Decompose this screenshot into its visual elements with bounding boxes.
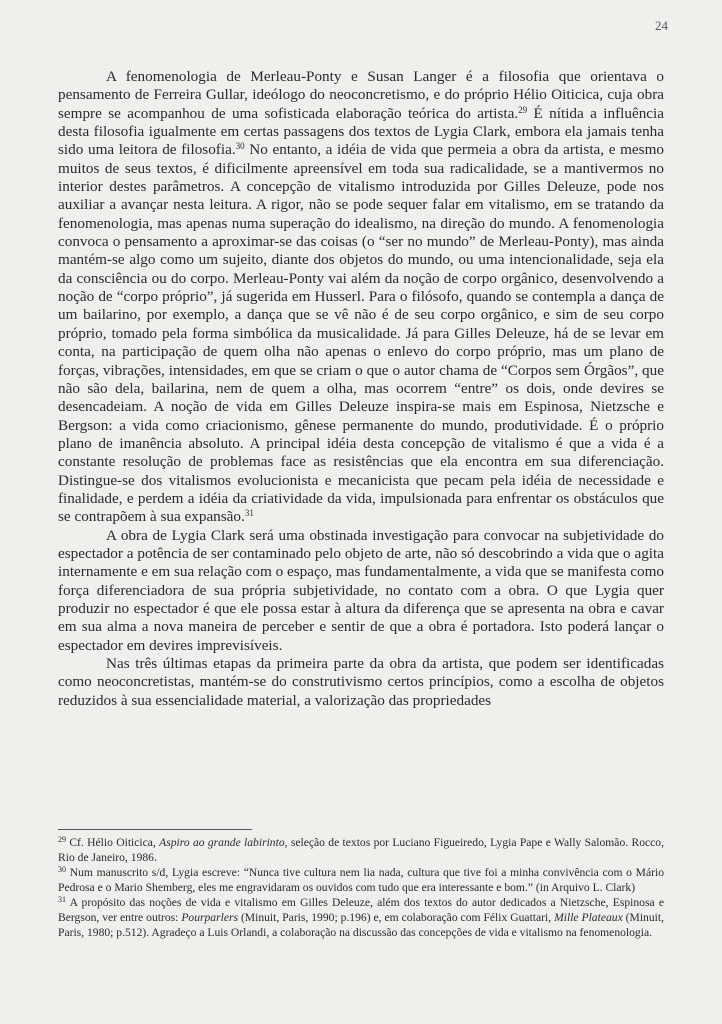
footnote-text: Num manuscrito s/d, Lygia escreve: “Nunca tive cultura nem lia nada, cultura que tive foi a minha convivência com o Mário Pedrosa e o Mario Shemberg, eles me engravidaram os ouvidos com tudo que era interessante e bom.” (in Arquivo L. Clark) — [58, 866, 664, 894]
footnote-number: 31 — [58, 895, 66, 905]
footnote-title: Mille Plateaux — [554, 910, 623, 924]
footnote-text: Cf. Hélio Oiticica, — [66, 836, 160, 849]
footnote-ref: 31 — [244, 508, 254, 519]
paragraph-text: Nas três últimas etapas da primeira parte da obra da artista, que podem ser identificadas como neoconcretistas, mantém-se do construtivismo certos princípios, como a escolha de objetos reduzidos à sua essencialidade material, a valorização das propriedades — [58, 655, 664, 709]
footnotes — [58, 836, 664, 940]
footnote-text: (Minuit, Paris, 1990; p.196) e, em colaboração com Félix Guattari, — [238, 910, 555, 924]
paragraph-text: A obra de Lygia Clark será uma obstinada investigação para convocar na subjetividade do espectador a potência de ser contaminado pelo objeto de arte, não só descobrindo a vida que o agita internamente e em sua relação com o espaço, mas fundamentalmente, a vida que se manifesta como força diferenciadora de sua própria subjetividade, no contato com a obra. O que Lygia quer produzir no espectador é que ele possa estar à altura da diferença que se apresenta na obra e cavar em sua alma a nova maneira de perceber e sentir de que a obra é portadora. Isto poderá lançar o espectador em devires imprevisíveis. — [58, 526, 664, 654]
footnote-text: A propósito das noções de vida e vitalismo em Gilles Deleuze, além dos textos do autor dedicados a Nietzsche, Espinosa e Bergson, ver entre outros: — [58, 896, 664, 924]
footnote-title: Aspiro ao grande labirinto — [159, 836, 285, 849]
paragraph-text: A fenomenologia de Merleau-Ponty e Susan Langer é a filosofia que orientava o pensamento de Ferreira Gullar, ideólogo do neoconcretismo, e do próprio Hélio Oiticica, cuja obra sempre se acompanhou de uma sofisticada elaboração teórica do artista. — [58, 68, 664, 122]
footnote — [58, 896, 664, 940]
footnote — [58, 866, 664, 895]
paragraph — [58, 68, 664, 527]
footnote-number: 30 — [58, 865, 66, 875]
footnote-ref: 30 — [235, 141, 245, 152]
paragraph — [58, 655, 664, 710]
footnote-text: (Minuit, Paris, 1980; p.512). Agradeço a Luis Orlandi, a colaboração na discussão das concepções de vida e vitalismo na fenomenologia. — [58, 910, 664, 939]
body-text — [58, 68, 664, 710]
paragraph-text: No entanto, a idéia de vida que permeia a obra da artista, e mesmo muitos de seus textos, é dificilmente apreensível em toda sua radicalidade, se a mantivermos no interior destes parâmetros. A concepção de vitalismo introduzida por Gilles Deleuze, pode nos auxiliar a avançar nesta leitura. A rigor, não se pode sequer falar em vitalismo, em se tratando da fenomenologia, mas apenas numa superação do idealismo, na direção do mundo. A fenomenologia convoca o pensamento a aproximar-se das coisas (o “ser no mundo” de Merleau-Ponty), mas ainda mantém-se algo como um sujeito, diante dos objetos do mundo, ou uma intencionalidade, seja ela da consciência ou do corpo. Merleau-Ponty vai além da noção de corpo orgânico, desenvolvendo a noção de “corpo próprio”, já sugerida em Husserl. Para o filósofo, quando se contempla a dança de um bailarino, por exemplo, a dança que se vê não é de seu corpo orgânico, e sim de seu corpo próprio, tomado pela forma simbólica da musicalidade. Já para Gilles Deleuze, há de se levar em conta, na participação de quem olha não apenas o enlevo do corpo próprio, mas um plano de forças, vibrações, intensidades, em que se criam o que o autor chama de “Corpos sem Órgãos”, que não são dela, bailarina, nem de quem a olha, mas ocorrem “entre” os dois, onde devires se desencadeiam. A noção de vida em Gilles Deleuze inspira-se mais em Espinosa, Nietzsche e Bergson: a vida como criacionismo, gênese permanente do mundo, produtividade. É o próprio plano de imanência absoluto. A principal idéia desta concepção de vitalismo é que a vida é a constante resolução de problemas face as resistências que ela encontra em sua diferenciação. Distingue-se dos vitalismos evolucionista e mecanicista que pecam pela idéia de necessidade e finalidade, e perdem a idéia da criatividade da vida, impulsionada para enfrentar os obstáculos que se contrapõem à sua expansão. — [58, 141, 664, 526]
footnote-text: , seleção de textos por Luciano Figueiredo, Lygia Pape e Wally Salomão. Rocco, Rio de Janeiro, 1986. — [58, 836, 664, 864]
footnote-ref: 29 — [518, 104, 528, 115]
footnote-divider — [58, 829, 252, 830]
paragraph — [58, 527, 664, 655]
footnote-title: Pourparlers — [181, 910, 238, 924]
footnote-number: 29 — [58, 835, 66, 844]
page-number: 24 — [655, 18, 668, 33]
footnote — [58, 836, 664, 865]
paragraph-text: É nítida a influência desta filosofia igualmente em certas passagens dos textos de Lygia Clark, embora ela jamais tenha sido uma leitora de filosofia. — [58, 104, 664, 159]
